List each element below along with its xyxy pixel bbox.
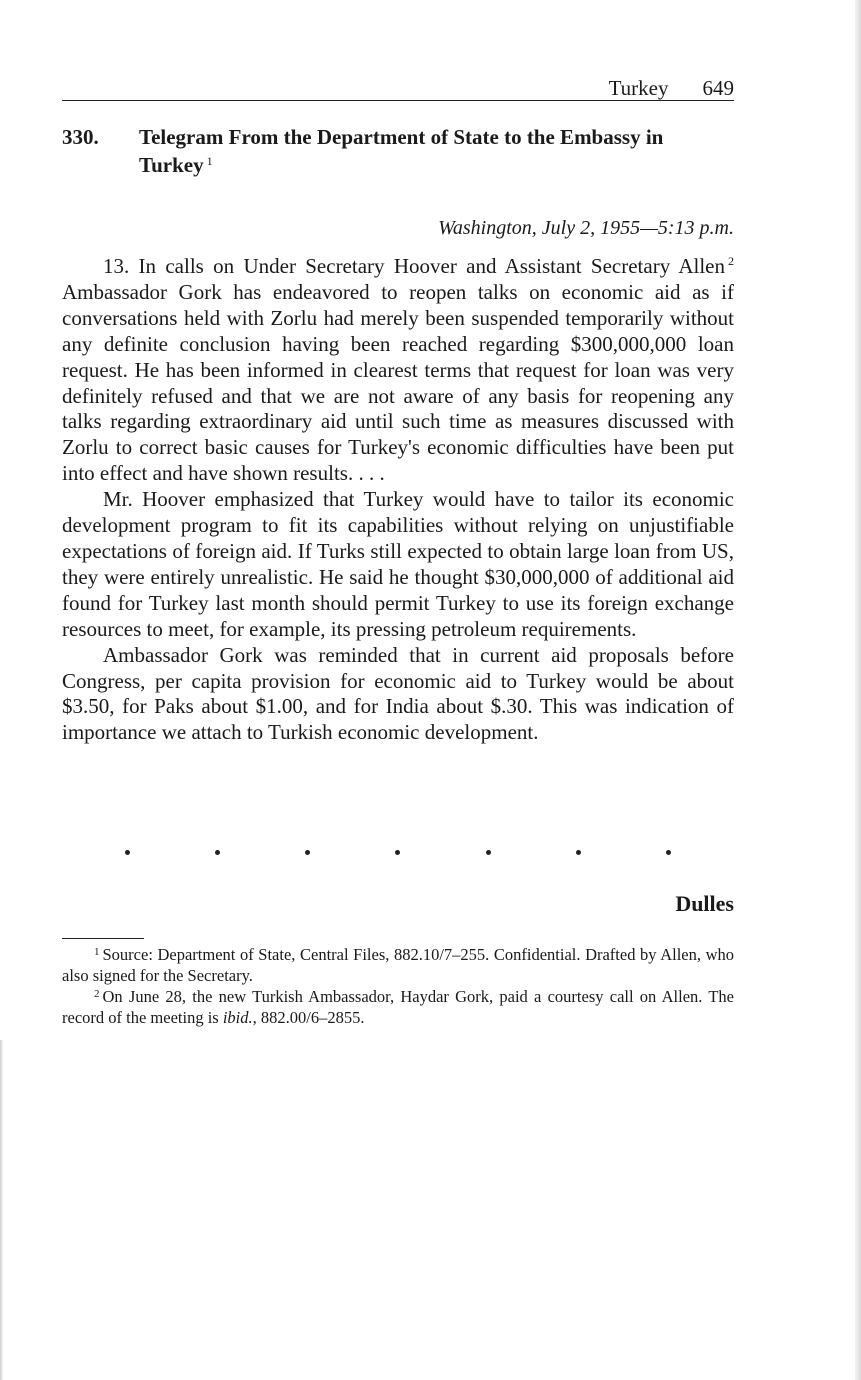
header-section: Turkey <box>608 76 669 100</box>
omission-dot <box>666 850 671 855</box>
omission-dot <box>305 850 310 855</box>
dateline: Washington, July 2, 1955—5:13 p.m. <box>438 217 734 239</box>
document-number: 330. <box>62 125 99 149</box>
document-title <box>139 123 734 179</box>
paragraph-1-end: Ambassador Gork has endeavored to reopen talks on economic aid as if conversations held with Zorlu had merely been suspended temporarily without any definite conclusion having been reached regarding $300,000,000 loan request. He has been informed in clearest terms that request for loan was very definitely refused and that we are not aware of any basis for reopening any talks regarding extraordinary aid until such time as measures discussed with Zorlu to correct basic causes for Turkey's economic difficulties have been put into effect and have shown results. . . . <box>62 279 734 486</box>
footnote-2-citation: , 882.00/6–2855. <box>252 1008 365 1027</box>
document-title-text: Telegram From the Department of State to the Embassy in Turkey <box>139 125 664 177</box>
running-header <box>62 76 734 101</box>
footnote-1-marker: 1 <box>94 946 100 958</box>
footnote-2 <box>62 986 734 1028</box>
omission-dot <box>395 850 400 855</box>
omission-dot <box>215 850 220 855</box>
footnote-2-ibid: ibid. <box>222 1008 253 1027</box>
omission-dots <box>62 842 734 862</box>
telegram-body <box>62 254 734 746</box>
signature: Dulles <box>675 891 734 916</box>
omission-dot <box>486 850 491 855</box>
title-footnote-marker[interactable]: 1 <box>206 154 213 168</box>
footnote-1-text: Source: Department of State, Central Files, 882.10/7–255. Confidential. Drafted by Allen, who also signed for the Secretary. <box>62 945 734 985</box>
footnote-2-marker: 2 <box>94 988 100 1000</box>
footnote-divider <box>62 938 144 939</box>
paragraph-3: Ambassador Gork was reminded that in current aid proposals before Congress, per capita provision for economic aid to Turkey would be about $3.50, for Paks about $1.00, and for India about $.30. This was indication of importance we attach to Turkish economic development. <box>62 642 734 745</box>
page-edge-shadow <box>855 0 861 1380</box>
omission-dot <box>125 850 130 855</box>
footnotes <box>62 944 734 1028</box>
paragraph-2: Mr. Hoover emphasized that Turkey would have to tailor its economic development program to fit its capabilities without relying on unjustifiable expectations of foreign aid. If Turks still expected to obtain large loan from US, they were entirely unrealistic. He said he thought $30,000,000 of additional aid found for Turkey last month should permit Turkey to use its foreign exchange resources to meet, for example, its pressing petroleum requirements. <box>62 487 734 641</box>
footnote-2-text: On June 28, the new Turkish Ambassador, Haydar Gork, paid a courtesy call on Allen. The record of the meeting is <box>62 987 734 1027</box>
page-number: 649 <box>702 76 734 100</box>
page-edge-shadow-left <box>0 1040 3 1380</box>
paragraph-1 <box>62 254 734 487</box>
paragraph-1-start: 13. In calls on Under Secretary Hoover and Assistant Secretary Allen <box>103 254 725 278</box>
body-footnote-marker[interactable]: 2 <box>728 254 734 268</box>
omission-dot <box>576 850 581 855</box>
footnote-1 <box>62 944 734 986</box>
